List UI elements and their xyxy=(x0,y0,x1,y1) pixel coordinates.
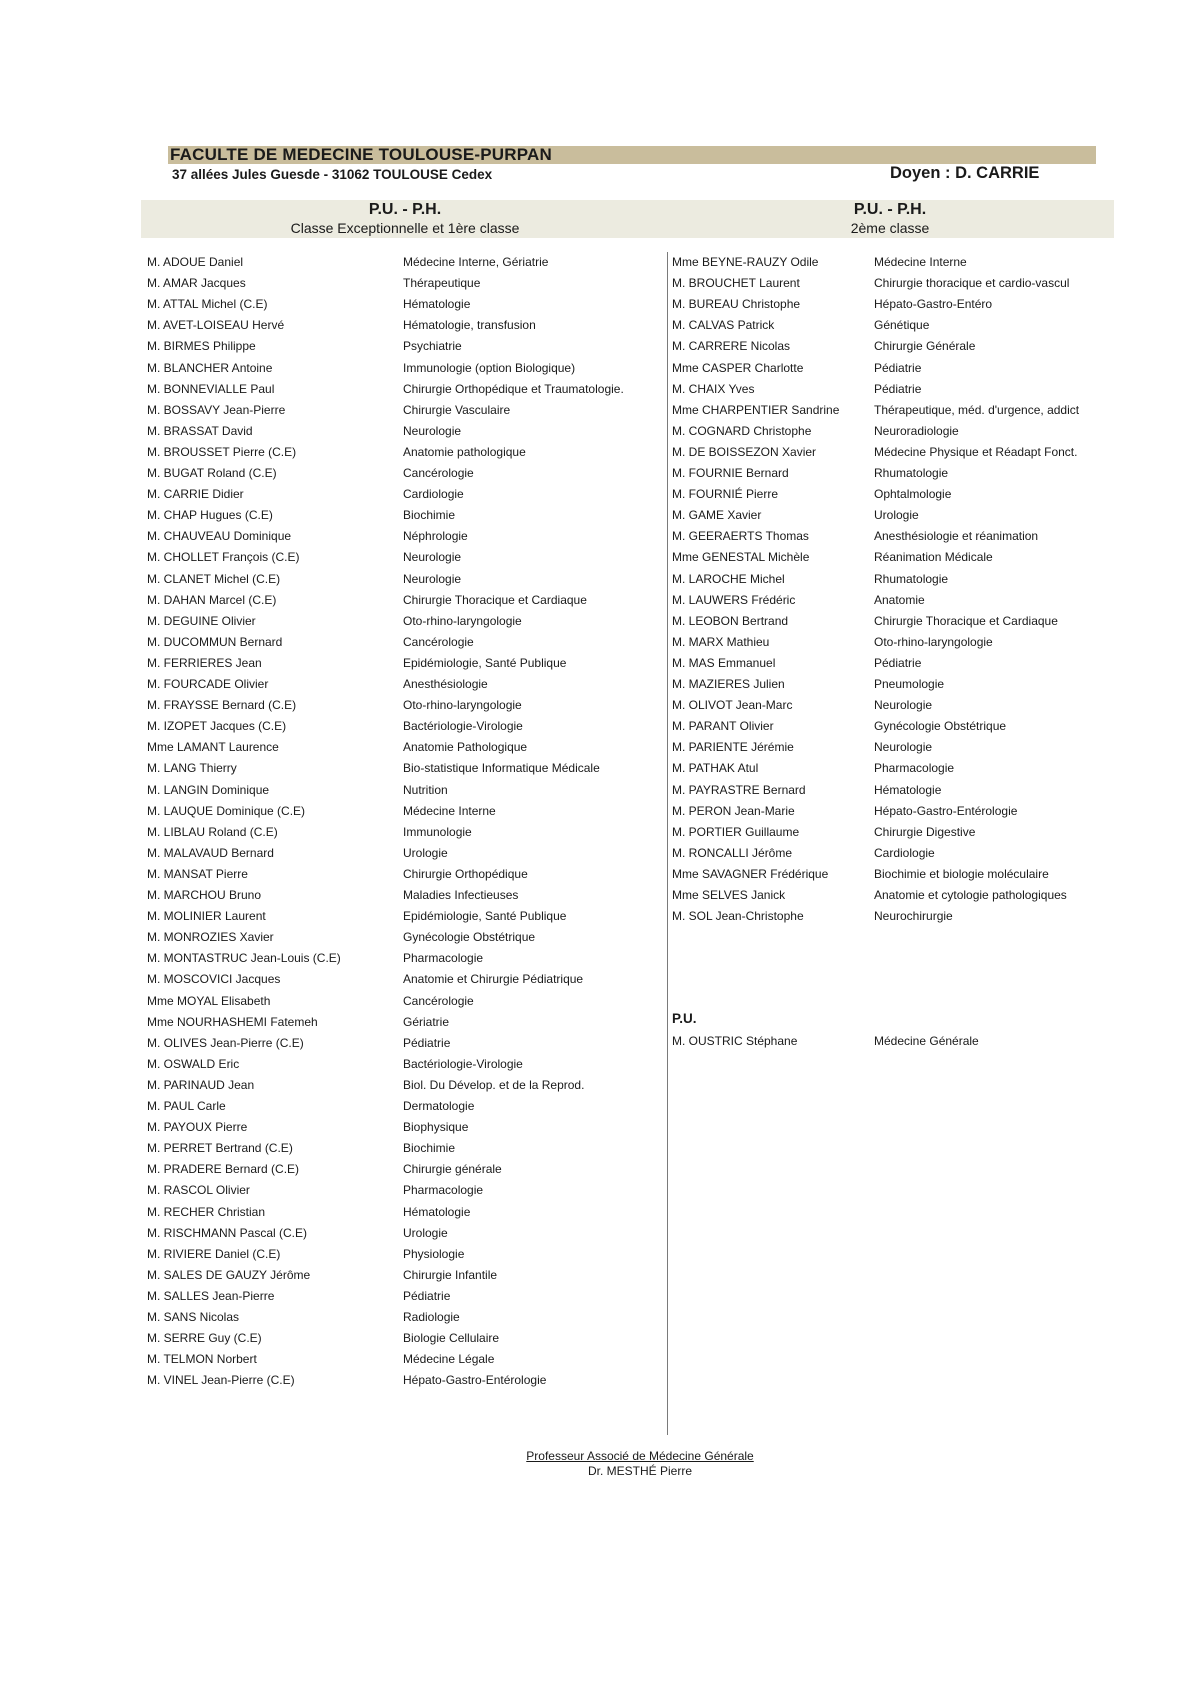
staff-name: M. RECHER Christian xyxy=(147,1204,266,1219)
staff-specialty: Chirurgie Générale xyxy=(874,339,976,354)
staff-name: M. FOURCADE Olivier xyxy=(147,677,269,691)
pu-heading: P.U. xyxy=(672,1011,697,1026)
staff-specialty: Médecine Interne, Gériatrie xyxy=(403,255,549,269)
staff-specialty: Anatomie Pathologique xyxy=(403,740,528,755)
staff-specialty: Réanimation Médicale xyxy=(874,550,993,565)
staff-name: M. RONCALLI Jérôme xyxy=(672,845,793,860)
staff-name: M. LEOBON Bertrand xyxy=(672,613,789,628)
staff-name: M. AVET-LOISEAU Hervé xyxy=(147,318,285,333)
staff-name: M. OUSTRIC Stéphane xyxy=(672,1034,798,1048)
staff-specialty: Gynécologie Obstétrique xyxy=(874,719,1007,734)
staff-specialty: Thérapeutique, méd. d'urgence, addict xyxy=(874,402,1080,417)
staff-name: M. SALLES Jean-Pierre xyxy=(147,1288,275,1303)
staff-name: M. GAME Xavier xyxy=(672,508,762,523)
staff-specialty: Pédiatrie xyxy=(874,360,922,375)
staff-specialty: Nutrition xyxy=(403,782,448,797)
staff-specialty: Thérapeutique xyxy=(403,276,481,291)
staff-specialty: Hépato-Gastro-Entérologie xyxy=(874,803,1018,818)
staff-name: Mme SAVAGNER Frédérique xyxy=(672,866,829,881)
staff-name: M. SALES DE GAUZY Jérôme xyxy=(147,1267,311,1282)
staff-name: M. MARCHOU Bruno xyxy=(147,888,262,902)
staff-specialty: Hématologie, transfusion xyxy=(403,318,536,333)
staff-specialty: Immunologie (option Biologique) xyxy=(403,360,576,375)
staff-name: M. CHAUVEAU Dominique xyxy=(147,529,292,544)
section-right-subtitle: 2ème classe xyxy=(850,220,930,236)
staff-name: M. LAUQUE Dominique (C.E) xyxy=(147,803,306,818)
staff-specialty: Urologie xyxy=(403,1225,448,1240)
staff-name: M. FERRIERES Jean xyxy=(147,655,262,670)
staff-specialty: Pédiatrie xyxy=(874,655,922,670)
staff-specialty: Epidémiologie, Santé Publique xyxy=(403,655,567,670)
staff-specialty: Neurochirurgie xyxy=(874,909,953,924)
staff-specialty: Hépato-Gastro-Entéro xyxy=(874,297,993,312)
staff-specialty: Dermatologie xyxy=(403,1099,475,1113)
staff-name: M. DAHAN Marcel (C.E) xyxy=(147,592,277,607)
staff-name: M. OSWALD Eric xyxy=(147,1056,240,1071)
staff-name: M. VINEL Jean-Pierre (C.E) xyxy=(147,1373,295,1388)
staff-name: Mme NOURHASHEMI Fatemeh xyxy=(147,1014,318,1029)
staff-specialty: Neurologie xyxy=(874,698,933,713)
staff-name: M. BUGAT Roland (C.E) xyxy=(147,466,277,480)
staff-name: M. PARINAUD Jean xyxy=(147,1077,255,1092)
staff-name: M. DUCOMMUN Bernard xyxy=(147,634,283,649)
staff-specialty: Rhumatologie xyxy=(874,466,949,480)
staff-specialty: Anesthésiologie et réanimation xyxy=(874,529,1039,544)
staff-name: Mme CASPER Charlotte xyxy=(672,360,804,375)
staff-name: M. PAYRASTRE Bernard xyxy=(672,782,806,797)
staff-name: M. RISCHMANN Pascal (C.E) xyxy=(147,1225,308,1240)
section-left-title: P.U. - P.H. xyxy=(368,201,442,218)
staff-specialty: Pharmacologie xyxy=(403,951,484,966)
staff-name: M. RASCOL Olivier xyxy=(147,1183,250,1198)
staff-specialty: Médecine Interne xyxy=(403,803,496,818)
staff-name: M. BOSSAVY Jean-Pierre xyxy=(147,402,286,417)
staff-specialty: Cancérologie xyxy=(403,466,474,480)
staff-specialty: Chirurgie Thoracique et Cardiaque xyxy=(874,613,1058,628)
staff-name: M. PARIENTE Jérémie xyxy=(672,740,794,755)
staff-specialty: Oto-rhino-laryngologie xyxy=(874,634,993,649)
staff-name: M. LANGIN Dominique xyxy=(147,782,270,797)
staff-specialty: Médecine Générale xyxy=(874,1034,979,1048)
staff-name: Mme BEYNE-RAUZY Odile xyxy=(672,255,819,269)
column-divider xyxy=(667,252,668,1435)
staff-specialty: Anatomie et Chirurgie Pédiatrique xyxy=(403,972,584,987)
staff-name: M. BUREAU Christophe xyxy=(672,297,801,312)
staff-specialty: Cancérologie xyxy=(403,993,474,1008)
staff-specialty: Cancérologie xyxy=(403,634,474,649)
staff-specialty: Bactériologie-Virologie xyxy=(403,1056,523,1071)
staff-specialty: Rhumatologie xyxy=(874,571,949,586)
section-right-title: P.U. - P.H. xyxy=(853,201,927,218)
staff-specialty: Médecine Physique et Réadapt Fonct. xyxy=(874,444,1078,459)
staff-name: Mme MOYAL Elisabeth xyxy=(147,993,271,1008)
staff-specialty: Radiologie xyxy=(403,1310,460,1324)
staff-specialty: Physiologie xyxy=(403,1246,465,1261)
staff-specialty: Biologie Cellulaire xyxy=(403,1331,500,1346)
staff-specialty: Urologie xyxy=(874,508,919,523)
staff-specialty: Immunologie xyxy=(403,824,472,839)
staff-name: M. FOURNIE Bernard xyxy=(672,466,789,480)
staff-specialty: Gynécologie Obstétrique xyxy=(403,930,536,945)
staff-name: M. LIBLAU Roland (C.E) xyxy=(147,824,278,839)
staff-specialty: Neurologie xyxy=(403,571,462,586)
staff-specialty: Oto-rhino-laryngologie xyxy=(403,698,522,713)
staff-specialty: Anesthésiologie xyxy=(403,677,488,691)
staff-specialty: Génétique xyxy=(874,318,930,333)
staff-name: M. GEERAERTS Thomas xyxy=(672,529,809,544)
staff-specialty: Médecine Interne xyxy=(874,255,967,269)
footer-role: Professeur Associé de Médecine Générale xyxy=(526,1449,754,1463)
staff-name: M. PAUL Carle xyxy=(147,1099,226,1113)
staff-name: M. FOURNIÉ Pierre xyxy=(672,487,779,502)
staff-specialty: Biochimie xyxy=(403,1141,456,1156)
staff-name: M. BRASSAT David xyxy=(147,423,253,438)
staff-specialty: Anatomie pathologique xyxy=(403,444,526,459)
staff-specialty: Néphrologie xyxy=(403,529,468,544)
staff-specialty: Biochimie et biologie moléculaire xyxy=(874,866,1049,881)
staff-name: M. CLANET Michel (C.E) xyxy=(147,571,281,586)
staff-specialty: Chirurgie Orthopédique et Traumatologie. xyxy=(403,381,624,396)
staff-name: M. SERRE Guy (C.E) xyxy=(147,1331,262,1346)
staff-specialty: Chirurgie thoracique et cardio-vascul xyxy=(874,276,1070,291)
staff-name: M. CHAIX Yves xyxy=(672,381,755,396)
staff-specialty: Biophysique xyxy=(403,1120,469,1135)
staff-specialty: Maladies Infectieuses xyxy=(403,888,519,902)
staff-name: M. OLIVES Jean-Pierre (C.E) xyxy=(147,1035,304,1050)
staff-name: M. RIVIERE Daniel (C.E) xyxy=(147,1246,281,1261)
staff-name: M. MONTASTRUC Jean-Louis (C.E) xyxy=(147,951,341,966)
staff-specialty: Hématologie xyxy=(403,1204,471,1219)
staff-specialty: Chirurgie Digestive xyxy=(874,824,976,839)
staff-name: M. BLANCHER Antoine xyxy=(147,360,273,375)
dean-label: Doyen : D. CARRIE xyxy=(890,164,1040,182)
staff-name: Mme GENESTAL Michèle xyxy=(672,550,810,565)
staff-specialty: Pneumologie xyxy=(874,677,945,691)
staff-name: Mme CHARPENTIER Sandrine xyxy=(672,402,840,417)
staff-specialty: Anatomie xyxy=(874,592,925,607)
staff-name: M. MANSAT Pierre xyxy=(147,866,248,881)
staff-name: M. IZOPET Jacques (C.E) xyxy=(147,719,287,734)
staff-specialty: Bio-statistique Informatique Médicale xyxy=(403,761,600,776)
staff-specialty: Biol. Du Dévelop. et de la Reprod. xyxy=(403,1077,585,1092)
staff-name: M. CARRIE Didier xyxy=(147,487,244,502)
staff-name: M. OLIVOT Jean-Marc xyxy=(672,698,793,713)
staff-name: M. PATHAK Atul xyxy=(672,761,759,776)
staff-specialty: Urologie xyxy=(403,845,448,860)
staff-name: M. LANG Thierry xyxy=(147,761,237,776)
staff-name: M. CARRERE Nicolas xyxy=(672,339,791,354)
section-left-subtitle: Classe Exceptionnelle et 1ère classe xyxy=(290,220,520,236)
staff-name: M. CHAP Hugues (C.E) xyxy=(147,508,273,523)
staff-name: M. DEGUINE Olivier xyxy=(147,613,256,628)
staff-specialty: Pharmacologie xyxy=(403,1183,484,1198)
faculty-title: FACULTE DE MEDECINE TOULOUSE-PURPAN xyxy=(170,145,552,164)
staff-name: M. AMAR Jacques xyxy=(147,276,246,291)
staff-specialty: Chirurgie Thoracique et Cardiaque xyxy=(403,592,587,607)
staff-specialty: Chirurgie Orthopédique xyxy=(403,866,528,881)
staff-specialty: Neurologie xyxy=(874,740,933,755)
staff-name: M. PORTIER Guillaume xyxy=(672,824,800,839)
staff-specialty: Gériatrie xyxy=(403,1014,450,1029)
staff-name: M. CHOLLET François (C.E) xyxy=(147,550,300,565)
staff-name: M. CALVAS Patrick xyxy=(672,318,775,333)
staff-name: Mme SELVES Janick xyxy=(672,888,786,902)
staff-specialty: Pédiatrie xyxy=(403,1288,451,1303)
staff-name: M. PRADERE Bernard (C.E) xyxy=(147,1162,300,1177)
staff-name: M. ATTAL Michel (C.E) xyxy=(147,297,268,312)
staff-specialty: Oto-rhino-laryngologie xyxy=(403,613,522,628)
footer-person: Dr. MESTHÉ Pierre xyxy=(587,1464,692,1478)
staff-name: M. SOL Jean-Christophe xyxy=(672,909,804,924)
staff-name: M. TELMON Norbert xyxy=(147,1352,257,1367)
staff-name: M. MOLINIER Laurent xyxy=(147,909,266,924)
section-right-heading xyxy=(760,201,1020,237)
section-left-heading xyxy=(240,201,570,237)
staff-name: M. SANS Nicolas xyxy=(147,1310,240,1324)
staff-specialty: Neurologie xyxy=(403,423,462,438)
staff-specialty: Hématologie xyxy=(403,297,471,312)
staff-name: M. LAUWERS Frédéric xyxy=(672,592,796,607)
staff-name: M. MARX Mathieu xyxy=(672,634,770,649)
staff-name: M. PAYOUX Pierre xyxy=(147,1120,248,1135)
staff-specialty: Biochimie xyxy=(403,508,456,523)
staff-specialty: Pharmacologie xyxy=(874,761,955,776)
staff-specialty: Chirurgie Vasculaire xyxy=(403,402,511,417)
staff-specialty: Neuroradiologie xyxy=(874,423,959,438)
staff-specialty: Chirurgie Infantile xyxy=(403,1267,498,1282)
staff-specialty: Psychiatrie xyxy=(403,339,462,354)
staff-name: M. PARANT Olivier xyxy=(672,719,774,734)
staff-specialty: Cardiologie xyxy=(403,487,464,502)
staff-specialty: Hématologie xyxy=(874,782,942,797)
staff-specialty: Pédiatrie xyxy=(874,381,922,396)
staff-name: Mme LAMANT Laurence xyxy=(147,740,279,755)
staff-name: M. MONROZIES Xavier xyxy=(147,930,274,945)
faculty-address: 37 allées Jules Guesde - 31062 TOULOUSE Cedex xyxy=(172,167,493,182)
staff-name: M. FRAYSSE Bernard (C.E) xyxy=(147,698,297,713)
staff-name: M. BROUCHET Laurent xyxy=(672,276,800,291)
staff-specialty: Neurologie xyxy=(403,550,462,565)
staff-specialty: Cardiologie xyxy=(874,845,935,860)
staff-name: M. MAS Emmanuel xyxy=(672,655,776,670)
staff-name: M. PERON Jean-Marie xyxy=(672,803,795,818)
staff-specialty: Ophtalmologie xyxy=(874,487,952,502)
staff-specialty: Epidémiologie, Santé Publique xyxy=(403,909,567,924)
staff-name: M. BROUSSET Pierre (C.E) xyxy=(147,444,297,459)
staff-name: M. BIRMES Philippe xyxy=(147,339,256,354)
staff-name: M. ADOUE Daniel xyxy=(147,255,244,269)
staff-name: M. COGNARD Christophe xyxy=(672,423,812,438)
staff-name: M. BONNEVIALLE Paul xyxy=(147,381,275,396)
staff-specialty: Pédiatrie xyxy=(403,1035,451,1050)
staff-specialty: Chirurgie générale xyxy=(403,1162,502,1177)
staff-specialty: Médecine Légale xyxy=(403,1352,495,1367)
staff-name: M. MOSCOVICI Jacques xyxy=(147,972,281,987)
staff-name: M. DE BOISSEZON Xavier xyxy=(672,444,817,459)
footer xyxy=(440,1449,840,1479)
staff-name: M. MAZIERES Julien xyxy=(672,677,785,691)
staff-specialty: Bactériologie-Virologie xyxy=(403,719,523,734)
staff-name: M. LAROCHE Michel xyxy=(672,571,785,586)
staff-name: M. PERRET Bertrand (C.E) xyxy=(147,1141,293,1156)
staff-name: M. MALAVAUD Bernard xyxy=(147,845,274,860)
staff-specialty: Anatomie et cytologie pathologiques xyxy=(874,888,1067,902)
staff-specialty: Hépato-Gastro-Entérologie xyxy=(403,1373,547,1388)
